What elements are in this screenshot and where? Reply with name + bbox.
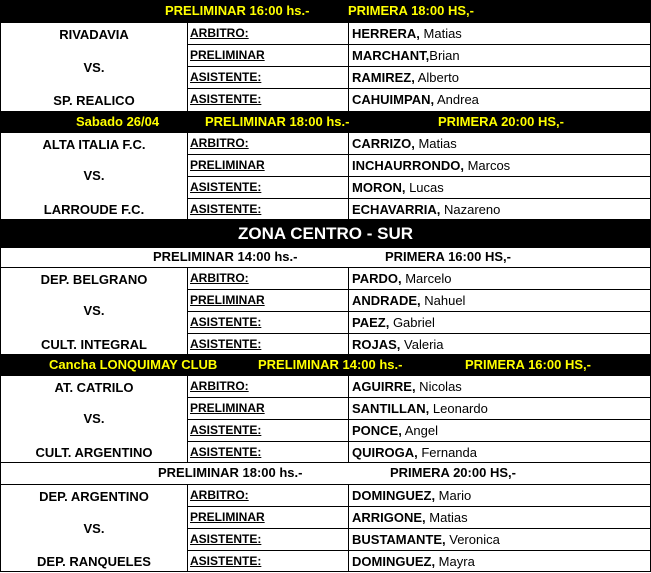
- official-row: [187, 45, 651, 67]
- home-team: AT. CATRILO: [54, 380, 134, 395]
- match-block-5: [0, 484, 651, 572]
- primera-time: PRIMERA 20:00 HS,-: [390, 465, 516, 480]
- primera-time: PRIMERA 20:00 HS,-: [438, 114, 564, 129]
- away-team: DEP. RANQUELES: [37, 554, 151, 569]
- official-row: [187, 442, 651, 464]
- zone-title: ZONA CENTRO - SUR: [0, 219, 651, 248]
- official-row: [187, 334, 651, 356]
- official-row: [187, 376, 651, 398]
- official-row: [187, 177, 651, 199]
- official-name: BUSTAMANTE, Veronica: [352, 532, 500, 547]
- away-team: SP. REALICO: [53, 93, 135, 108]
- official-role: ASISTENTE:: [190, 337, 262, 351]
- official-row: [187, 551, 651, 573]
- official-name: RAMIREZ, Alberto: [352, 70, 459, 85]
- schedule-header-2: [0, 111, 651, 133]
- match-block-3: [0, 267, 651, 354]
- official-role: PRELIMINAR: [190, 293, 265, 307]
- vs-label: VS.: [83, 168, 105, 183]
- schedule-header-1: [0, 0, 651, 23]
- vs-label: VS.: [83, 60, 105, 75]
- official-row: [187, 23, 651, 45]
- official-row: [187, 89, 651, 111]
- official-name: AGUIRRE, Nicolas: [352, 379, 462, 394]
- official-row: [187, 507, 651, 529]
- official-name: ANDRADE, Nahuel: [352, 293, 466, 308]
- schedule-header-5: [0, 462, 651, 484]
- away-team: CULT. INTEGRAL: [41, 337, 147, 352]
- official-name: SANTILLAN, Leonardo: [352, 401, 488, 416]
- official-row: [187, 529, 651, 551]
- official-role: ASISTENTE:: [190, 70, 262, 84]
- official-row: [187, 485, 651, 507]
- official-name: CARRIZO, Matias: [352, 136, 457, 151]
- home-team: RIVADAVIA: [59, 27, 129, 42]
- official-role: ASISTENTE:: [190, 92, 262, 106]
- away-team: CULT. ARGENTINO: [35, 445, 153, 460]
- official-name: INCHAURRONDO, Marcos: [352, 158, 511, 173]
- official-name: ROJAS, Valeria: [352, 337, 444, 352]
- schedule-header-4: [0, 354, 651, 376]
- official-role: ARBITRO:: [190, 136, 249, 150]
- official-name: PAEZ, Gabriel: [352, 315, 435, 330]
- official-name: MORON, Lucas: [352, 180, 444, 195]
- vs-label: VS.: [83, 521, 105, 536]
- official-role: ARBITRO:: [190, 488, 249, 502]
- official-row: [187, 133, 651, 155]
- official-name: CAHUIMPAN, Andrea: [352, 92, 479, 107]
- official-role: ASISTENTE:: [190, 315, 262, 329]
- match-date: Sabado 26/04: [76, 114, 160, 129]
- primera-time: PRIMERA 16:00 HS,-: [465, 357, 591, 372]
- official-role: PRELIMINAR: [190, 510, 265, 524]
- vs-label: VS.: [83, 411, 105, 426]
- home-team: DEP. ARGENTINO: [39, 489, 149, 504]
- official-role: ASISTENTE:: [190, 202, 262, 216]
- official-role: ARBITRO:: [190, 26, 249, 40]
- match-block-2: [0, 133, 651, 219]
- official-row: [187, 199, 651, 221]
- primera-time: PRIMERA 16:00 HS,-: [385, 249, 511, 264]
- official-role: ARBITRO:: [190, 271, 249, 285]
- official-role: ARBITRO:: [190, 379, 249, 393]
- official-role: ASISTENTE:: [190, 180, 262, 194]
- official-row: [187, 268, 651, 290]
- official-name: DOMINGUEZ, Mario: [352, 488, 472, 503]
- official-name: PARDO, Marcelo: [352, 271, 452, 286]
- official-role: PRELIMINAR: [190, 401, 265, 415]
- official-name: QUIROGA, Fernanda: [352, 445, 477, 460]
- home-team: DEP. BELGRANO: [40, 272, 148, 287]
- official-role: ASISTENTE:: [190, 554, 262, 568]
- official-role: PRELIMINAR: [190, 48, 265, 62]
- official-name: MARCHANT,Brian: [352, 48, 460, 63]
- schedule-header-3: [0, 248, 651, 267]
- official-name: DOMINGUEZ, Mayra: [352, 554, 475, 569]
- preliminar-time: PRELIMINAR 18:00 hs.-: [158, 465, 303, 480]
- official-row: [187, 67, 651, 89]
- official-name: HERRERA, Matias: [352, 26, 462, 41]
- preliminar-time: PRELIMINAR 18:00 hs.-: [205, 114, 350, 129]
- official-row: [187, 420, 651, 442]
- away-team: LARROUDE F.C.: [43, 202, 145, 217]
- match-block-1: [0, 23, 651, 111]
- preliminar-time: PRELIMINAR 14:00 hs.-: [153, 249, 298, 264]
- preliminar-time: PRELIMINAR 14:00 hs.-: [258, 357, 403, 372]
- official-role: ASISTENTE:: [190, 423, 262, 437]
- preliminar-time: PRELIMINAR 16:00 hs.-: [165, 3, 310, 18]
- official-row: [187, 155, 651, 177]
- official-name: ARRIGONE, Matias: [352, 510, 468, 525]
- official-role: ASISTENTE:: [190, 445, 262, 459]
- vs-label: VS.: [83, 303, 105, 318]
- official-role: ASISTENTE:: [190, 532, 262, 546]
- official-name: PONCE, Angel: [352, 423, 438, 438]
- official-row: [187, 398, 651, 420]
- official-role: PRELIMINAR: [190, 158, 265, 172]
- match-block-4: [0, 376, 651, 462]
- venue-label: Cancha LONQUIMAY CLUB: [49, 357, 218, 372]
- official-name: ECHAVARRIA, Nazareno: [352, 202, 501, 217]
- primera-time: PRIMERA 18:00 HS,-: [348, 3, 474, 18]
- official-row: [187, 290, 651, 312]
- official-row: [187, 312, 651, 334]
- home-team: ALTA ITALIA F.C.: [42, 137, 146, 152]
